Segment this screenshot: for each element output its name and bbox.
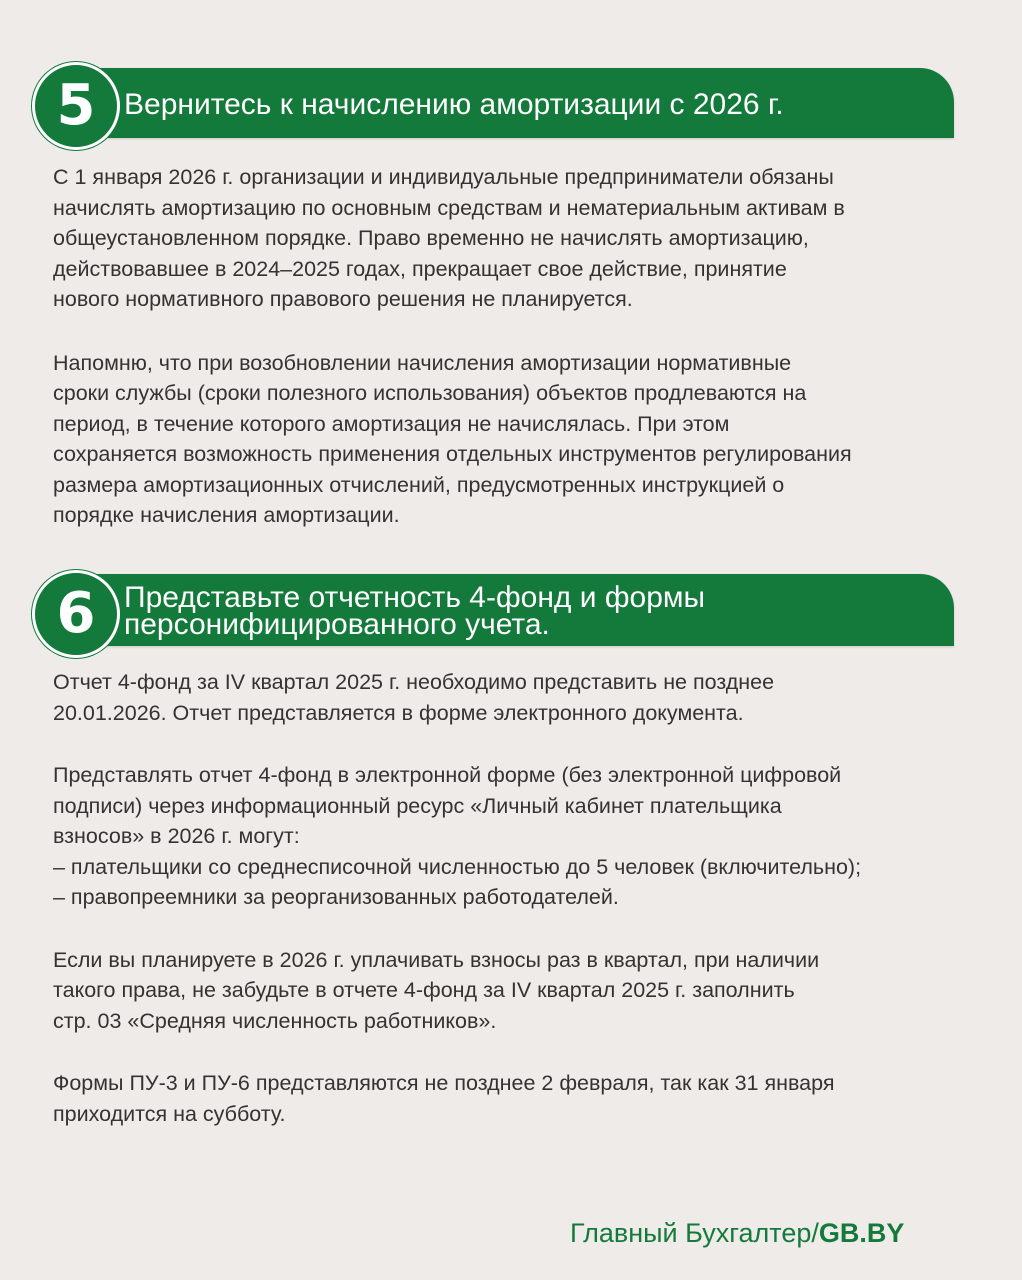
section-5-title: Вернитесь к начислению амортизации с 2026 г. xyxy=(124,88,784,121)
section-5-header xyxy=(32,62,954,148)
section-6-body xyxy=(53,667,993,1129)
brand-domain: GB.BY xyxy=(818,1218,905,1248)
footer-brand xyxy=(570,1218,904,1249)
brand-name: Главный Бухгалтер/ xyxy=(570,1218,819,1248)
section-6-number-badge: 6 xyxy=(32,570,120,658)
section-5-body xyxy=(53,162,993,531)
section-5-number-badge: 5 xyxy=(32,62,120,150)
section-6-title: Представьте отчетность 4-фонд и формы персонифицированного учета. xyxy=(124,581,706,641)
section-5-paragraph-1: С 1 января 2026 г. организации и индивидуальные предприниматели обязаны начислять амортизацию по основным средствам и нематериальным активам в общеустановленном порядке. Право временно не начислять амортизацию, действовавшее в 2024–2025 годах, прекращает свое действие, принятие нового нормативного правового решения не планируется. xyxy=(53,165,845,311)
section-6-paragraph-1: Отчет 4-фонд за IV квартал 2025 г. необходимо представить не позднее 20.01.2026. Отчет представляется в форме электронного документа. xyxy=(53,670,775,725)
section-6-header xyxy=(32,570,954,656)
section-6-paragraph-2: Представлять отчет 4-фонд в электронной форме (без электронной цифровой подписи) через информационный ресурс «Личный кабинет плательщика взносов» в 2026 г. могут: – плательщики со среднесписочной численностью до 5 человек (включительно); – правопреемники за реорганизованных работодателей. xyxy=(53,763,862,909)
section-5-paragraph-2: Напомню, что при возобновлении начисления амортизации нормативные сроки службы (сроки полезного использования) объектов продлеваются на период, в течение которого амортизация не начислялась. При этом сохраняется возможность применения отдельных инструментов регулирования размера амортизационных отчислений, предусмотренных инструкцией о порядке начисления амортизации. xyxy=(53,350,852,527)
section-6-paragraph-3: Если вы планируете в 2026 г. уплачивать взносы раз в квартал, при наличии такого права, не забудьте в отчете 4-фонд за IV квартал 2025 г. заполнить стр. 03 «Средняя численность работников». xyxy=(53,947,820,1033)
section-6-paragraph-4: Формы ПУ-3 и ПУ-6 представляются не позднее 2 февраля, так как 31 января приходится на субботу. xyxy=(53,1071,835,1126)
